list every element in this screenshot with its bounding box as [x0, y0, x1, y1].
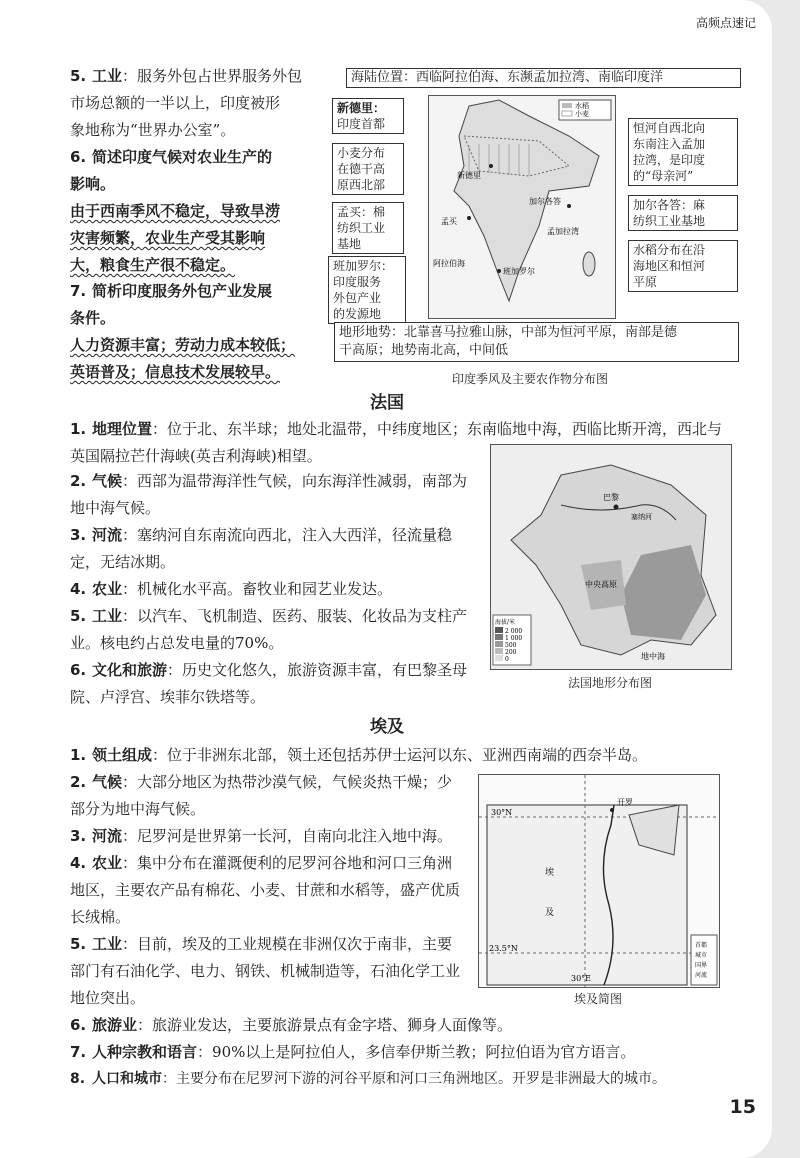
egypt-item-5: 5. 工业：目前，埃及的工业规模在非洲仅次于南非，主要部门有石油化学、电力、钢铁、机械制造等，石油化学工业地位突出。	[70, 935, 461, 1007]
mumbai-dot	[467, 216, 471, 220]
callout-sea-position: 海陆位置：西临阿拉伯海、东濒孟加拉湾、南临印度洋	[346, 68, 741, 88]
lat23-label: 23.5°N	[489, 944, 518, 953]
header-section-label: 高频点速记	[695, 16, 756, 30]
paris-dot	[614, 505, 619, 510]
kolkata-dot	[567, 204, 571, 208]
arabian-label: 阿拉伯海	[433, 259, 465, 268]
legend-city: 城市	[695, 952, 708, 959]
legend-1000: 1 000	[505, 635, 523, 642]
legend-title: 海拔/米	[495, 619, 516, 626]
lon30-label: 30°E	[571, 974, 592, 983]
egypt-item-8: 8. 人口和城市：主要分布在尼罗河下游的河谷平原和河口三角洲地区。开罗是非洲最大的城市。	[70, 1071, 666, 1087]
bangalore-dot	[497, 269, 501, 273]
india-item-5: 5. 工业：服务外包占世界服务外包 市场总额的一半以上，印度被形 象地称为“世界办公室”。	[70, 67, 303, 139]
egypt-char-1: 埃	[545, 868, 555, 878]
callout-ganges: 恒河自西北向 东南注入孟加 拉湾，是印度 的“母亲河”	[628, 118, 738, 186]
bangalore-label: 班加罗尔	[503, 267, 535, 276]
legend-0: 0	[505, 656, 509, 663]
sri-lanka	[583, 252, 595, 276]
india-item-7: 7. 简析印度服务外包产业发展 条件。 人力资源丰富；劳动力成本较低； 英语普及；信息技术发展较早。	[70, 282, 296, 381]
legend-200: 200	[505, 649, 517, 656]
paris-label: 巴黎	[603, 493, 619, 502]
legend-2000: 2 000	[505, 628, 523, 635]
france-item-2: 2. 气候：西部为温带海洋性气候，向东海洋性减弱，南部为地中海气候。	[70, 472, 468, 517]
newdelhi-dot	[489, 164, 493, 168]
legend-capital: 首都	[695, 942, 708, 949]
france-item-1: 1. 地理位置：位于北、东半球；地处北温带，中纬度地区；东南临地中海，西临比斯开湾，西北与英国隔拉芒什海峡(英吉利海峡)相望。	[70, 420, 723, 465]
india-map	[428, 95, 616, 319]
legend-rice: 水稻	[575, 102, 589, 110]
cairo-label: 开罗	[617, 798, 633, 807]
callout-kolkata: 加尔各答：麻 纺织工业基地	[628, 195, 738, 231]
med-sea-label: 地中海	[641, 652, 665, 661]
seine-label: 塞纳河	[631, 513, 652, 521]
india-item-6: 6. 简述印度气候对农业生产的 影响。 由于西南季风不稳定，导致旱涝 灾害频繁，农业生产受其影响 大，粮食生产很不稳定。	[70, 148, 281, 274]
mumbai-label: 孟买	[441, 217, 457, 226]
france-item-3: 3. 河流：塞纳河自东南流向西北，注入大西洋，径流量稳定，无结冰期。	[70, 526, 453, 571]
central-label: 中央高原	[585, 580, 617, 589]
legend-border: 国界	[695, 962, 708, 969]
egypt-item-7: 7. 人种宗教和语言：90%以上是阿拉伯人，多信奉伊斯兰教；阿拉伯语为官方语言。	[70, 1043, 636, 1061]
egypt-item-6: 6. 旅游业：旅游业发达，主要旅游景点有金字塔、狮身人面像等。	[70, 1016, 513, 1034]
france-map-svg	[491, 445, 731, 669]
callout-delhi: 新德里： 印度首都	[332, 98, 404, 134]
india-map-caption: 印度季风及主要农作物分布图	[451, 372, 608, 386]
france-item-5: 5. 工业：以汽车、飞机制造、医药、服装、化妆品为支柱产业。核电约占总发电量的70%。	[70, 607, 468, 652]
page-number: 15	[729, 1096, 756, 1118]
bay-label: 孟加拉湾	[547, 227, 579, 236]
france-title: 法国	[370, 393, 404, 413]
cairo-dot	[610, 808, 614, 812]
egypt-title: 埃及	[370, 717, 404, 737]
callout-bangalore: 班加罗尔： 印度服务 外包产业 的发源地	[328, 256, 406, 324]
egypt-char-2: 及	[545, 908, 555, 918]
callout-rice: 水稻分布在沿 海地区和恒河 平原	[628, 240, 738, 292]
legend-river: 河流	[695, 972, 708, 979]
kolkata-label: 加尔各答	[529, 197, 561, 206]
callout-wheat: 小麦分布 在德干高 原西北部	[332, 143, 404, 195]
egypt-map	[478, 774, 720, 988]
egypt-map-svg	[479, 775, 719, 987]
egypt-item-1: 1. 领土组成：位于非洲东北部，领土还包括苏伊士运河以东、亚洲西南端的西奈半岛。	[70, 746, 648, 764]
egypt-item-2: 2. 气候：大部分地区为热带沙漠气候，气候炎热干燥；少部分为地中海气候。	[70, 773, 453, 818]
legend-500: 500	[505, 642, 517, 649]
egypt-item-3: 3. 河流：尼罗河是世界第一长河，自南向北注入地中海。	[70, 827, 453, 845]
france-map	[490, 444, 732, 670]
callout-terrain: 地形地势：北靠喜马拉雅山脉，中部为恒河平原，南部是德 干高原；地势南北高，中间低	[334, 322, 739, 362]
france-map-caption: 法国地形分布图	[567, 676, 652, 690]
india-map-svg	[429, 96, 615, 318]
france-item-4: 4. 农业：机械化水平高。畜牧业和园艺业发达。	[70, 580, 393, 598]
france-item-6: 6. 文化和旅游：历史文化悠久，旅游资源丰富，有巴黎圣母院、卢浮宫、埃菲尔铁塔等。	[70, 661, 468, 706]
egypt-item-4: 4. 农业：集中分布在灌溉便利的尼罗河谷地和河口三角洲地区，主要农产品有棉花、小麦、甘蔗和水稻等，盛产优质长绒棉。	[70, 854, 461, 926]
newdelhi-label: 新德里	[457, 171, 481, 180]
callout-mumbai: 孟买：棉 纺织工业 基地	[332, 202, 404, 254]
egypt-map-caption: 埃及简图	[573, 992, 622, 1006]
lat30-label: 30°N	[491, 808, 513, 817]
legend-wheat: 小麦	[575, 110, 589, 118]
